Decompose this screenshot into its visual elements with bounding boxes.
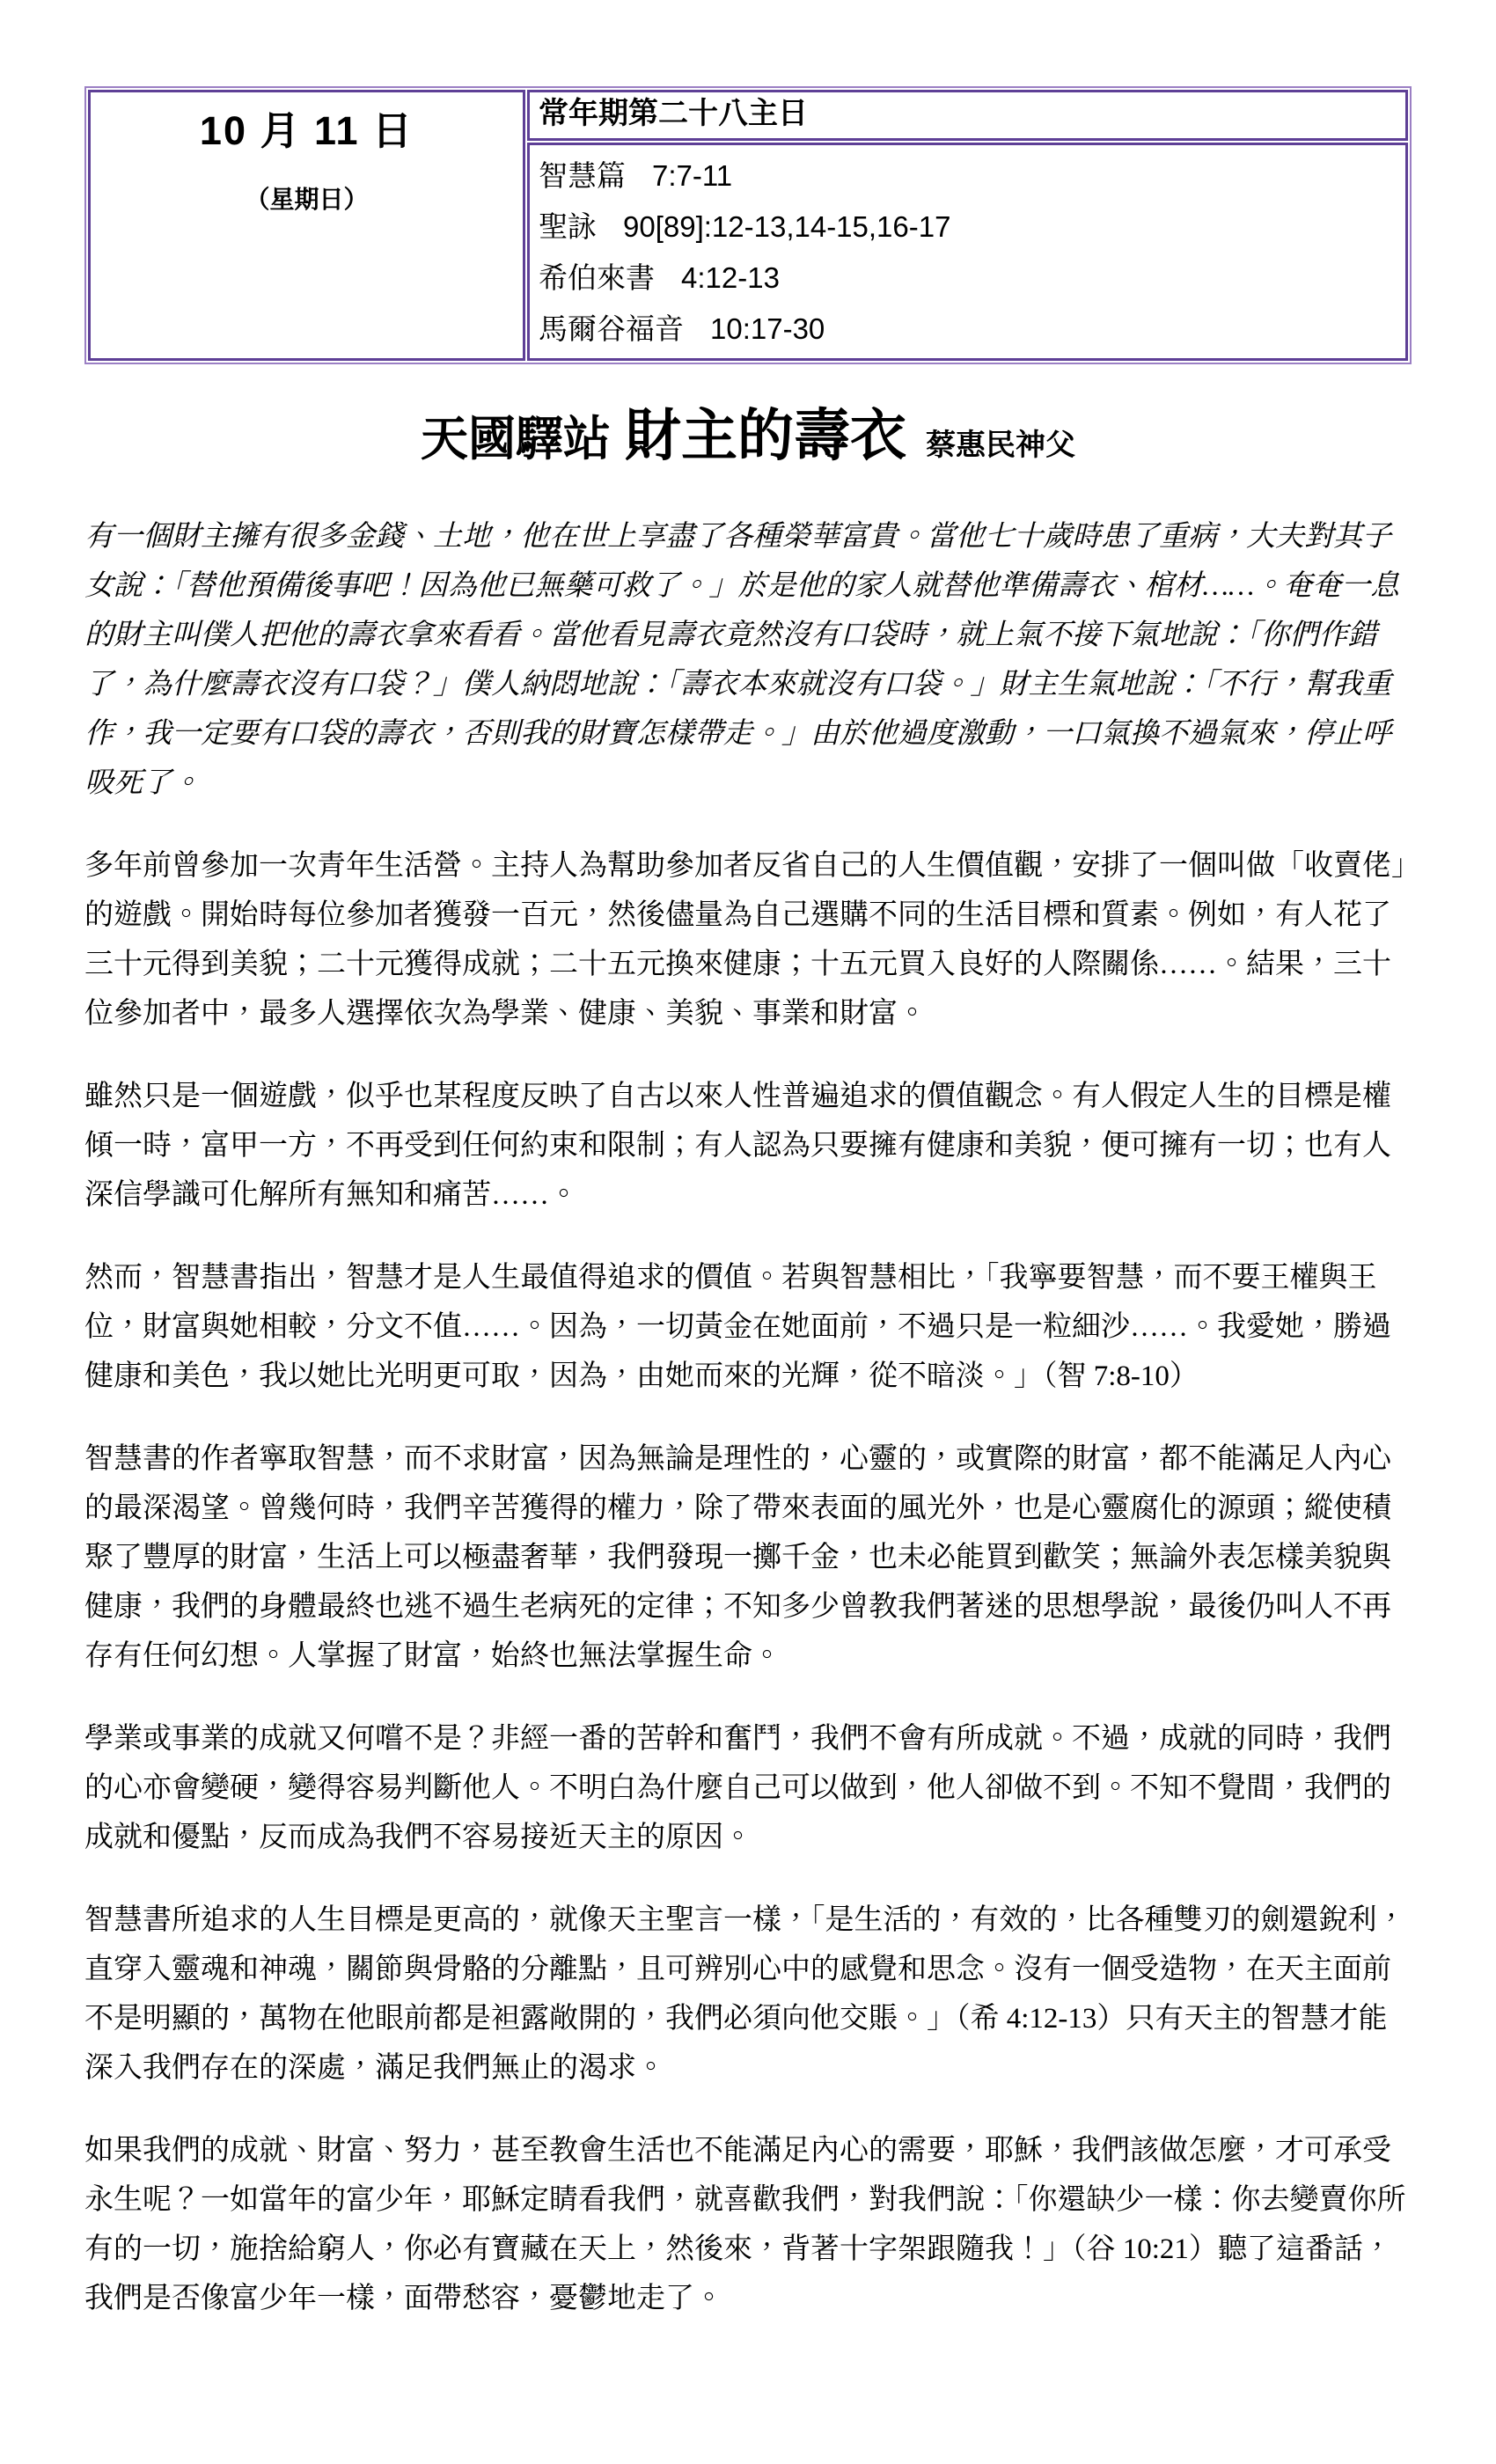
date-label: 10 月 11 日 [199, 108, 414, 153]
article-paragraph-5: 智慧書的作者寧取智慧，而不求財富，因為無論是理性的，心靈的，或實際的財富，都不能滿足人內心的最深渴望。曾幾何時，我們辛苦獲得的權力，除了帶來表面的風光外，也是心靈腐化的源頭；縱使積聚了豐厚的財富，生活上可以極盡奢華，我們發現一擲千金，也未必能買到歡笑；無論外表怎樣美貌與健康，我們的身體最終也逃不過生老病死的定律；不知多少曾教我們著迷的思想學說，最後仍叫人不再存有任何幻想。人掌握了財富，始終也無法掌握生命。 [84, 1443, 1391, 1672]
calendar-table [84, 86, 1412, 364]
reading-ref: 7:7-11 [652, 159, 733, 192]
article-main-title: 財主的壽衣 [625, 404, 906, 467]
article-title [84, 391, 1412, 472]
weekday-label: （星期日） [245, 186, 369, 213]
reading-ref: 90[89]:12-13,14-15,16-17 [623, 210, 951, 243]
date-cell [88, 90, 525, 361]
reading-book: 聖詠 [539, 210, 597, 243]
article-paragraph-2: 多年前曾參加一次青年生活營。主持人為幫助參加者反省自己的人生價值觀，安排了一個叫做「收賣佬」的遊戲。開始時每位參加者獲發一百元，然後儘量為自己選購不同的生活目標和質素。例如，有人花了三十元得到美貌；二十元獲得成就；二十五元換來健康；十五元買入良好的人際關係……。結果，三十位參加者中，最多人選擇依次為學業、健康、美貌、事業和財富。 [84, 850, 1406, 1030]
reading-item [539, 150, 1397, 202]
reading-ref: 10:17-30 [710, 312, 825, 345]
series-label: 天國驛站 [421, 413, 611, 466]
article-paragraph-7: 智慧書所追求的人生目標是更高的，就像天主聖言一樣，「是生活的，有效的，比各種雙刃的劍還銳利，直穿入靈魂和神魂，關節與骨骼的分離點，且可辨別心中的感覺和思念。沒有一個受造物，在天主面前不是明顯的，萬物在他眼前都是袒露敞開的，我們必須向他交賬。」（希 4:12-13）只有天主的智慧才能深入我們存在的深處，滿足我們無止的渴求。 [84, 1904, 1406, 2084]
reading-book: 希伯來書 [539, 261, 655, 294]
author-name: 蔡惠民神父 [926, 429, 1075, 462]
article-paragraph-1: 有一個財主擁有很多金錢、土地，他在世上享盡了各種榮華富貴。當他七十歲時患了重病，大夫對其子女說：「替他預備後事吧！因為他已無藥可救了。」於是他的家人就替他準備壽衣、棺材……。奄奄一息的財主叫僕人把他的壽衣拿來看看。當他看見壽衣竟然沒有口袋時，就上氣不接下氣地說：「你們作錯了，為什麼壽衣沒有口袋？」僕人納悶地說：「壽衣本來就沒有口袋。」財主生氣地說：「不行，幫我重作，我一定要有口袋的壽衣，否則我的財寶怎樣帶走。」由於他過度激動，一口氣換不過氣來，停止呼吸死了。 [84, 521, 1400, 799]
article-paragraph-4: 然而，智慧書指出，智慧才是人生最值得追求的價值。若與智慧相比，「我寧要智慧，而不要王權與王位，財富與她相較，分文不值……。因為，一切黃金在她面前，不過只是一粒細沙……。我愛她，勝過健康和美色，我以她比光明更可取，因為，由她而來的光輝，從不暗淡。」（智 7:8-10） [84, 1262, 1391, 1392]
reading-item [539, 253, 1397, 304]
reading-item [539, 202, 1397, 253]
reading-book: 智慧篇 [539, 159, 626, 192]
article-paragraph-3: 雖然只是一個遊戲，似乎也某程度反映了自古以來人性普遍追求的價值觀念。有人假定人生的目標是權傾一時，富甲一方，不再受到任何約束和限制；有人認為只要擁有健康和美貌，便可擁有一切；也有人深信學識可化解所有無知和痛苦……。 [84, 1081, 1391, 1211]
readings-cell [527, 143, 1408, 361]
reading-item [539, 304, 1397, 355]
article-paragraph-8: 如果我們的成就、財富、努力，甚至教會生活也不能滿足內心的需要，耶穌，我們該做怎麼，才可承受永生呢？一如當年的富少年，耶穌定睛看我們，就喜歡我們，對我們說：「你還缺少一樣：你去變賣你所有的一切，施捨給窮人，你必有寶藏在天上，然後來，背著十字架跟隨我！」（谷 10:21）聽了這番話，我們是否像富少年一樣，面帶愁容，憂鬱地走了。 [84, 2135, 1406, 2314]
reading-book: 馬爾谷福音 [539, 312, 684, 345]
feast-title: 常年期第二十八主日 [539, 97, 808, 130]
feast-cell [527, 90, 1408, 141]
reading-ref: 4:12-13 [681, 261, 780, 294]
article-paragraph-6: 學業或事業的成就又何嚐不是？非經一番的苦幹和奮鬥，我們不會有所成就。不過，成就的同時，我們的心亦會變硬，變得容易判斷他人。不明白為什麼自己可以做到，他人卻做不到。不知不覺間，我們的成就和優點，反而成為我們不容易接近天主的原因。 [84, 1723, 1391, 1853]
